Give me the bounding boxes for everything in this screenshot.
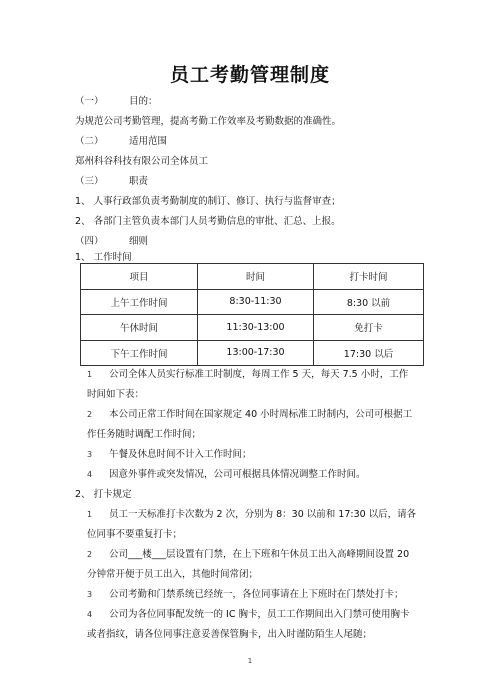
item-text: 因意外事件或突发情况，公司可根据具体情况调整工作时间。 bbox=[109, 469, 366, 480]
table-cell: 8:30 以前 bbox=[314, 289, 424, 315]
section-2-text: 郑州科谷科技有限公司全体员工 bbox=[75, 156, 209, 167]
table-header-cell: 时间 bbox=[198, 264, 314, 290]
table-header-cell: 打卡时间 bbox=[314, 264, 424, 290]
table-cell: 13:00-17:30 bbox=[198, 340, 314, 366]
item-text: 本公司正常工作时间在国家规定 40 小时周标准工时制内，公司可根据工 bbox=[109, 409, 413, 420]
section-number: （三） bbox=[75, 176, 104, 187]
table-row bbox=[81, 289, 424, 315]
table-cell: 17:30 以后 bbox=[314, 340, 424, 366]
item-number: 3 bbox=[87, 450, 93, 459]
table-header-cell: 项目 bbox=[81, 264, 198, 290]
section-3-item-1: 1、 人事行政部负责考勤制度的制订、修订、执行与监督审查； bbox=[75, 196, 341, 207]
table-cell: 午休时间 bbox=[81, 315, 198, 341]
clock-rule-4-cont: 或者指纹，请各位同事注意妥善保管胸卡，出入时谨防陌生人尾随； bbox=[87, 629, 373, 640]
item-number: 3 bbox=[87, 590, 93, 599]
clock-rule-1-cont: 位同事不要重复打卡； bbox=[87, 529, 183, 540]
section-number: （二） bbox=[75, 136, 104, 147]
work-time-heading: 1、 工作时间 bbox=[75, 252, 132, 263]
document-title: 员工考勤管理制度 bbox=[169, 64, 330, 86]
work-time-item-4 bbox=[87, 466, 366, 480]
section-1-text: 为规范公司考勤管理，提高考勤工作效率及考勤数据的准确性。 bbox=[75, 116, 342, 127]
section-2-heading bbox=[75, 133, 167, 147]
table-cell: 上午工作时间 bbox=[81, 289, 198, 315]
section-number: （一） bbox=[75, 96, 104, 107]
item-number: 1 bbox=[87, 510, 93, 519]
work-time-item-1 bbox=[87, 366, 408, 380]
work-time-item-2-cont: 作任务随时调配工作时间； bbox=[87, 429, 202, 440]
section-title: 适用范围 bbox=[129, 136, 168, 147]
clock-rule-4 bbox=[87, 606, 409, 620]
table-cell: 11:30-13:00 bbox=[198, 315, 314, 341]
table-header-row bbox=[81, 264, 424, 290]
table-row bbox=[81, 340, 424, 366]
section-title: 目的： bbox=[129, 96, 158, 107]
clock-rule-1 bbox=[87, 506, 416, 520]
section-title: 细则 bbox=[129, 236, 149, 247]
work-time-item-1-cont: 时间如下表： bbox=[87, 389, 145, 400]
clock-rule-3 bbox=[87, 586, 404, 600]
clock-rules-heading: 2、 打卡规定 bbox=[75, 489, 132, 500]
item-number: 2 bbox=[87, 410, 93, 419]
table-row bbox=[81, 315, 424, 341]
work-time-table bbox=[80, 263, 424, 366]
item-text: 公司考勤和门禁系统已经统一，各位同事请在上下班时在门禁处打卡； bbox=[109, 589, 404, 600]
item-text: 公司全体人员实行标准工时制度，每周工作 5 天，每天 7.5 小时，工作 bbox=[109, 369, 409, 380]
table-cell: 8:30-11:30 bbox=[198, 289, 314, 315]
item-number: 2 bbox=[87, 550, 93, 559]
item-text: 员工一天标准打卡次数为 2 次，分别为 8：30 以前和 17:30 以后，请各 bbox=[109, 509, 417, 520]
section-1-heading bbox=[75, 93, 158, 107]
section-3-heading bbox=[75, 173, 148, 187]
work-time-item-2 bbox=[87, 406, 412, 420]
item-text: 午餐及休息时间不计入工作时间； bbox=[109, 449, 252, 460]
section-title: 职责 bbox=[129, 176, 149, 187]
table-cell: 下午工作时间 bbox=[81, 340, 198, 366]
clock-rule-2-cont: 分钟常开便于员工出入，其他时间常闭； bbox=[87, 569, 259, 580]
item-text: 公司为各位同事配发统一的 IC 胸卡，员工工作期间出入门禁可使用胸卡 bbox=[109, 609, 410, 620]
table-cell: 免打卡 bbox=[314, 315, 424, 341]
page-number: 1 bbox=[247, 657, 253, 665]
section-3-item-2: 2、 各部门主管负责本部门人员考勤信息的审批、汇总、上报。 bbox=[75, 216, 341, 227]
work-time-item-3 bbox=[87, 446, 252, 460]
section-number: （四） bbox=[75, 236, 104, 247]
item-text: 公司___楼___层设置有门禁，在上下班和午休员工出入高峰期间设置 20 bbox=[109, 549, 410, 560]
item-number: 1 bbox=[87, 370, 93, 379]
item-number: 4 bbox=[87, 470, 93, 479]
clock-rule-2 bbox=[87, 546, 409, 560]
item-number: 4 bbox=[87, 610, 93, 619]
section-4-heading bbox=[75, 233, 148, 247]
